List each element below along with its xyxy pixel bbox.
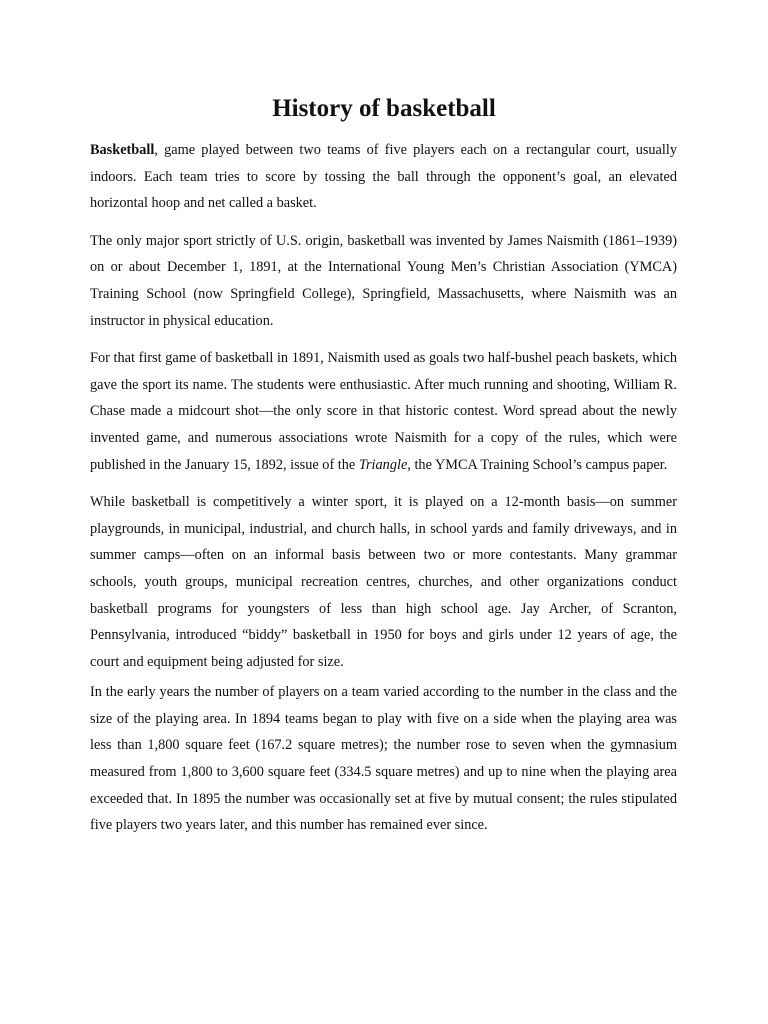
paragraph-1-text: , game played between two teams of five players each on a rectangular court, usually indoors. Each team tries to score by tossing the ball through the opponent’s goal, an elevated horizontal hoop and net called a basket.	[90, 142, 677, 212]
paragraph-3-text-before: For that first game of basketball in 1891, Naismith used as goals two half-bushel peach baskets, which gave the sport its name. The students were enthusiastic. After much running and shooting, William R. Chase made a midcourt shot—the only score in that historic contest. Word spread about the newly invented game, and numerous associations wrote Naismith for a copy of the rules, which were published in the January 15, 1892, issue of the	[90, 350, 677, 473]
italic-term-triangle: Triangle	[358, 456, 408, 473]
paragraph-5: In the early years the number of players on a team varied according to the number in the class and the size of the playing area. In 1894 teams began to play with five on a side when the playing area was less than 1,800 square feet (167.2 square metres); the number rose to seven when the gymnasium measured from 1,800 to 3,600 square feet (334.5 square metres) and up to nine when the playing area exceeded that. In 1895 the number was occasionally set at five by mutual consent; the rules stipulated five players two years later, and this number has remained ever since.	[90, 684, 677, 834]
paragraph-3-text-after: , the YMCA Training School’s campus paper.	[407, 456, 668, 473]
lead-term-basketball: Basketball	[90, 142, 155, 158]
paragraph-4: While basketball is competitively a winter sport, it is played on a 12-month basis—on summer playgrounds, in municipal, industrial, and church halls, in school yards and family driveways, and in summer camps—often on an informal basis between two or more contestants. Many grammar schools, youth groups, municipal recreation centres, churches, and other organizations conduct basketball programs for youngsters of less than high school age. Jay Archer, of Scranton, Pennsylvania, introduced “biddy” basketball in 1950 for boys and girls under 12 years of age, the court and equipment being adjusted for size.	[90, 494, 677, 670]
page-title: History of basketball	[272, 95, 496, 122]
paragraph-3	[90, 345, 677, 478]
paragraph-2: The only major sport strictly of U.S. origin, basketball was invented by James Naismith (1861–1939) on or about December 1, 1891, at the International Young Men’s Christian Association (YMCA) Training School (now Springfield College), Springfield, Massachusetts, where Naismith was an instructor in physical education.	[90, 232, 677, 329]
document-body	[90, 137, 677, 839]
paragraph-1	[90, 137, 677, 217]
